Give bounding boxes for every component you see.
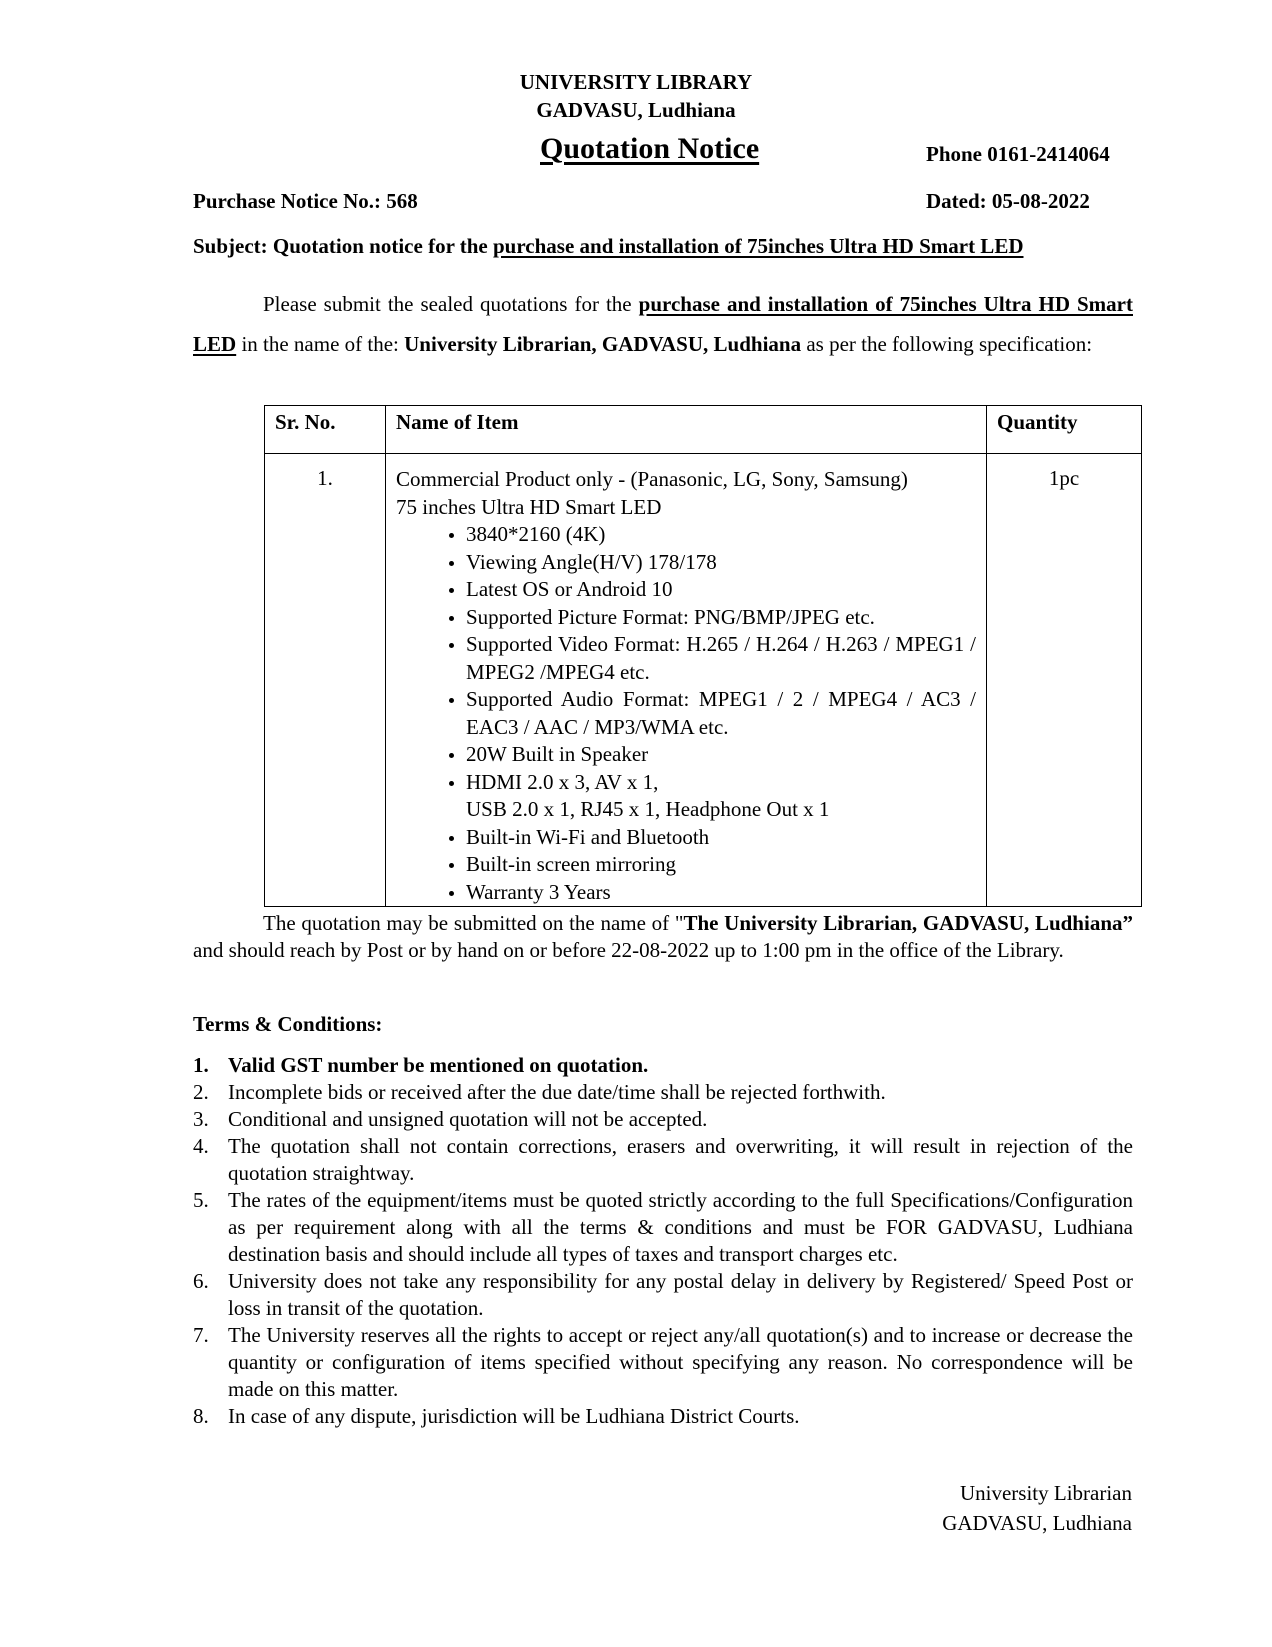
term-number: 1. [193,1053,209,1077]
submission-text-2: and should reach by Post or by hand on or before 22-08-2022 up to 1:00 pm in the office of the Library. [193,938,1064,962]
table-row [265,454,1142,907]
list-item: • Supported Video Format: H.265 / H.264 / H.263 / MPEG1 / MPEG2 /MPEG4 etc. [466,631,976,686]
org-location: GADVASU, Ludhiana [536,98,736,122]
list-item [193,1403,1133,1430]
terms-list [193,1052,1133,1430]
list-item [193,1106,1133,1133]
list-item [193,1322,1133,1403]
intro-paragraph [193,284,1133,364]
specification-table [264,405,1142,907]
list-item: • 3840*2160 (4K) [466,521,976,549]
subject-prefix: Subject: Quotation notice for the [193,234,493,258]
term-number: 6. [193,1269,209,1293]
signatory-title: University Librarian [959,1481,1132,1505]
ports-line-1: HDMI 2.0 x 3, AV x 1, [466,769,659,794]
list-item: • 20W Built in Speaker [466,741,976,769]
term-number: 3. [193,1107,209,1131]
cell-sr-no: 1. [265,454,386,907]
signature-block [942,1478,1132,1538]
term-text: University does not take any responsibility for any postal delay in delivery by Registered/ Speed Post or loss in transit of the quotation. [228,1269,1133,1320]
terms-heading: Terms & Conditions: [193,1012,383,1036]
intro-text-3: as per the following specification: [801,332,1093,356]
header-sr-no: Sr. No. [265,406,386,454]
item-name: 75 inches Ultra HD Smart LED [396,494,662,519]
term-number: 7. [193,1323,209,1347]
term-text: Valid GST number be mentioned on quotation. [228,1053,649,1077]
list-item [193,1079,1133,1106]
intro-text-2: in the name of the: [236,332,405,356]
term-number: 4. [193,1134,209,1158]
term-text: The rates of the equipment/items must be quoted strictly according to the full Specifications/Configuration as per requirement along with all the terms & conditions and must be FOR GADVASU, Ludhiana destination basis and should include all types of taxes and transport charges etc. [228,1188,1133,1266]
term-text: Conditional and unsigned quotation will not be accepted. [228,1107,708,1131]
term-number: 8. [193,1404,209,1428]
intro-text-1: Please submit the sealed quotations for the [263,292,639,316]
table-header-row [265,406,1142,454]
signatory-location: GADVASU, Ludhiana [942,1511,1132,1535]
item-brands: Commercial Product only - (Panasonic, LG, Sony, Samsung) [396,467,908,491]
feature-list [396,521,976,906]
submission-text-1: The quotation may be submitted on the name of " [263,911,684,935]
intro-addressee: University Librarian, GADVASU, Ludhiana [404,332,802,356]
list-item [193,1187,1133,1268]
purchase-notice-number: Purchase Notice No.: 568 [193,189,418,213]
phone-number: Phone 0161-2414064 [926,142,1110,166]
cell-quantity: 1pc [987,454,1142,907]
org-name: UNIVERSITY LIBRARY [519,70,753,94]
letterhead [0,68,1272,124]
list-item [466,769,976,824]
list-item: • Latest OS or Android 10 [466,576,976,604]
list-item: • Supported Audio Format: MPEG1 / 2 / MPEG4 / AC3 / EAC3 / AAC / MP3/WMA etc. [466,686,976,741]
term-text: Incomplete bids or received after the due date/time shall be rejected forthwith. [228,1080,886,1104]
notice-date: Dated: 05-08-2022 [926,189,1090,213]
ports-line-2: USB 2.0 x 1, RJ45 x 1, Headphone Out x 1 [466,797,830,821]
list-item [193,1268,1133,1322]
list-item: • Built-in screen mirroring [466,851,976,879]
header-item-name: Name of Item [386,406,987,454]
term-number: 5. [193,1188,209,1212]
list-item: • Built-in Wi-Fi and Bluetooth [466,824,976,852]
header-quantity: Quantity [987,406,1142,454]
submission-paragraph [193,910,1133,964]
list-item: • Supported Picture Format: PNG/BMP/JPEG etc. [466,604,976,632]
page-title: Quotation Notice [540,132,760,165]
cell-item-description [386,454,987,907]
term-text: The quotation shall not contain corrections, erasers and overwriting, it will result in rejection of the quotation straightway. [228,1134,1133,1185]
term-text: The University reserves all the rights to accept or reject any/all quotation(s) and to increase or decrease the quantity or configuration of items specified without specifying any reason. No correspondence will be made on this matter. [228,1323,1133,1401]
list-item [193,1133,1133,1187]
list-item: • Warranty 3 Years [466,879,976,907]
subject-item: purchase and installation of 75inches Ultra HD Smart LED [493,234,1024,258]
list-item: • Viewing Angle(H/V) 178/178 [466,549,976,577]
submission-addressee: The University Librarian, GADVASU, Ludhiana” [683,911,1133,935]
intro-item: purchase and installation of 75inches Ultra HD Smart LED [193,292,1133,356]
subject-line [193,234,1024,259]
list-item [193,1052,1133,1079]
term-text: In case of any dispute, jurisdiction will be Ludhiana District Courts. [228,1404,800,1428]
term-number: 2. [193,1080,209,1104]
